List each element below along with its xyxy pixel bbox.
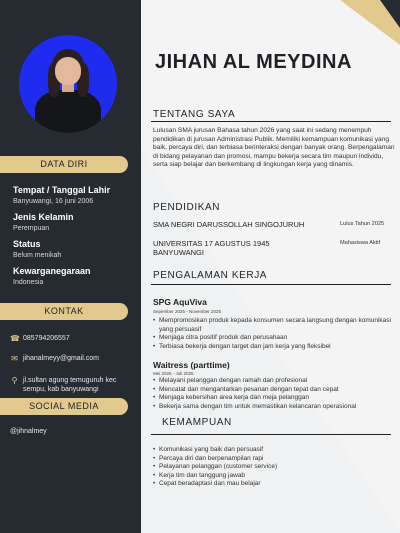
location-icon: ⚲: [11, 376, 18, 385]
phone-text: 085794206557: [23, 335, 70, 342]
person-name: JIHAN AL MEYDINA: [155, 51, 352, 73]
contact-phone[interactable]: [10, 334, 135, 343]
job-title-2: Waitress (parttime): [153, 360, 230, 370]
about-text: Lulusan SMA jurusan Bahasa tahun 2026 yang saat ini sedang menempuh pendidikan di jurusan Administrasi Publik. Memiliki kemampuan komunikasi yang baik, percaya diri, dan terbiasa berinteraksi dengan banyak orang. Berpengalaman di bidang pelayanan dan promosi, mampu bekerja secara tim maupun individu, serta siap belajar dan berkembang di lingkungan kerja yang dinamis.: [153, 127, 395, 168]
email-text: jihanalmeyy@gmail.com: [23, 355, 99, 362]
contact-instagram[interactable]: [10, 427, 135, 436]
list-item: • Menjaga kebersihan area kerja dan meja pelanggan: [153, 394, 393, 403]
birth-title: Tempat / Tanggal Lahir: [13, 185, 111, 195]
list-item: • Menjaga citra positif produk dan perusahaan: [153, 334, 393, 343]
education-school-1: SMA NEGRI DARUSSOLLAH SINGOJURUH: [153, 220, 305, 229]
experience-heading: PENGALAMAN KERJA: [153, 270, 268, 281]
section-label-data-diri: DATA DIRI: [0, 156, 128, 173]
gender-title: Jenis Kelamin: [13, 212, 74, 222]
sidebar: [0, 0, 141, 533]
list-item: • Bekerja sama dengan tim untuk memastikan kelancaran operasional: [153, 403, 393, 412]
education-note-2: Mahasiswa Aktif: [340, 240, 381, 246]
skills-divider: [151, 434, 391, 435]
skills-heading: KEMAMPUAN: [162, 417, 232, 428]
status-value: Belum menikah: [13, 252, 62, 259]
list-item: • Cepat beradaptasi dan mau belajar: [153, 480, 393, 489]
list-item: • Mencatat dan mengantarkan pesanan dengan tepat dan cepat: [153, 386, 393, 395]
address-text: jl.sultan agung temuguruh kec sempu, kab banyuwangi: [23, 377, 117, 393]
skills-list: [153, 446, 393, 489]
corner-decoration-dark: [380, 0, 400, 28]
nationality-title: Kewarganegaraan: [13, 266, 91, 276]
job-period-1: Sepember 2025 - November 2025: [153, 309, 222, 314]
job-points-2: [153, 377, 393, 411]
status-title: Status: [13, 239, 41, 249]
experience-divider: [151, 284, 391, 285]
job-points-1: [153, 317, 393, 351]
list-item: • Komunikasi yang baik dan persuasif: [153, 446, 393, 455]
profile-photo: [19, 35, 117, 133]
job-period-2: Mei 2025 - Juli 2025: [153, 371, 194, 376]
instagram-text: @jihnalmey: [10, 428, 47, 435]
birth-value: Banyuwangi, 16 juni 2006: [13, 198, 94, 205]
contact-address: [10, 376, 135, 394]
phone-icon: ☎: [10, 334, 20, 343]
section-label-social-media: SOCIAL MEDIA: [0, 398, 128, 415]
education-heading: PENDIDIKAN: [153, 202, 221, 213]
education-school-2: UNIVERSITAS 17 AGUSTUS 1945 BANYUWANGI: [153, 239, 270, 257]
nationality-value: Indonesia: [13, 279, 44, 286]
list-item: • Pelayanan pelanggan (customer service): [153, 463, 393, 472]
about-heading: TENTANG SAYA: [153, 109, 236, 120]
list-item: • Terbiasa bekerja dengan target dan jam kerja yang fleksibel: [153, 343, 393, 352]
list-item: • Mempromosikan produk kepada konsumen secara langsung dengan komunikasi yang persuasif: [153, 317, 393, 334]
list-item: • Percaya diri dan berpenampilan rapi: [153, 455, 393, 464]
contact-email[interactable]: [10, 354, 135, 363]
email-icon: ✉: [11, 354, 18, 363]
list-item: • Kerja tim dan tanggung jawab: [153, 472, 393, 481]
education-note-1: Lulus Tahun 2025: [340, 221, 385, 227]
gender-value: Perempuan: [13, 225, 50, 232]
about-divider: [151, 121, 391, 122]
section-label-kontak: KONTAK: [0, 303, 128, 320]
list-item: • Melayani pelanggan dengan ramah dan profesional: [153, 377, 393, 386]
job-title-1: SPG AquViva: [153, 297, 207, 307]
